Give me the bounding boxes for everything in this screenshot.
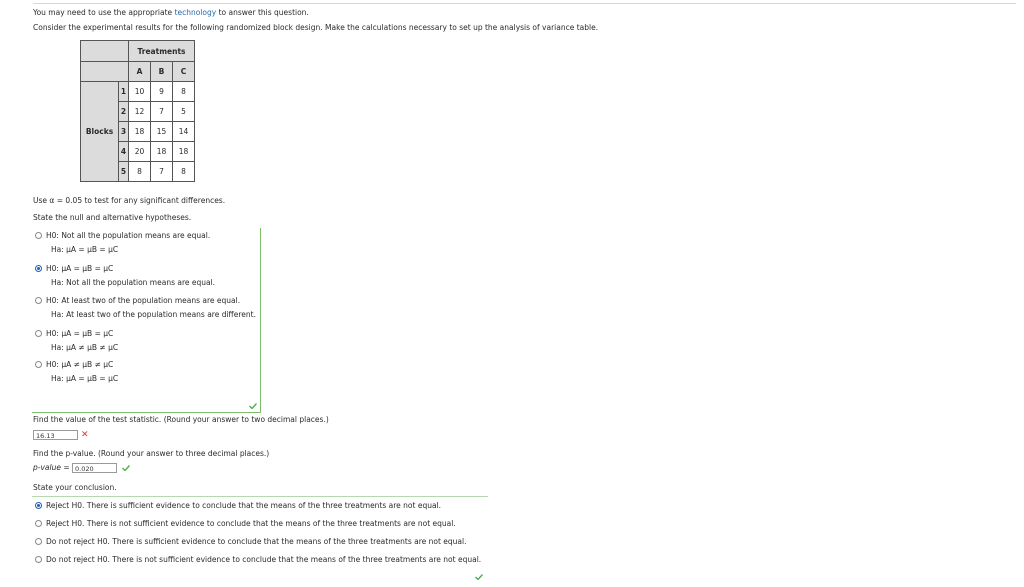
block-number: 5 bbox=[119, 162, 129, 182]
conclusion-radio-2[interactable] bbox=[35, 520, 42, 527]
hypothesis-5-h0: H0: μA ≠ μB ≠ μC bbox=[46, 360, 114, 369]
conclusion-radio-3[interactable] bbox=[35, 538, 42, 545]
table-cell: 15 bbox=[151, 122, 173, 142]
pvalue-input[interactable]: 0.020 bbox=[72, 463, 117, 473]
conclusion-option-3: Do not reject H0. There is sufficient evidence to conclude that the means of the three treatments are not equal. bbox=[46, 537, 467, 546]
table-corner bbox=[81, 41, 129, 62]
conclusion-correct-check-icon bbox=[475, 574, 483, 580]
table-cell: 18 bbox=[129, 122, 151, 142]
top-divider bbox=[33, 3, 1016, 4]
test-stat-input[interactable]: 16.13 bbox=[33, 430, 78, 440]
table-cell: 18 bbox=[173, 142, 195, 162]
conclusion-radio-4[interactable] bbox=[35, 556, 42, 563]
incorrect-x-icon: ✕ bbox=[81, 430, 89, 440]
col-header-b: B bbox=[151, 62, 173, 82]
technology-link[interactable]: technology bbox=[174, 8, 217, 17]
hypothesis-1-ha: Ha: μA = μB = μC bbox=[51, 245, 119, 254]
col-header-c: C bbox=[173, 62, 195, 82]
hypotheses-correct-check-icon bbox=[249, 403, 257, 409]
col-header-a: A bbox=[129, 62, 151, 82]
hypothesis-4-h0: H0: μA = μB = μC bbox=[46, 329, 114, 338]
question-text: Consider the experimental results for the following randomized block design. Make the calculations necessary to set up the analysis of variance table. bbox=[33, 23, 599, 32]
block-number: 2 bbox=[119, 102, 129, 122]
table-cell: 9 bbox=[151, 82, 173, 102]
conclusion-option-1: Reject H0. There is sufficient evidence to conclude that the means of the three treatments are not equal. bbox=[46, 501, 442, 510]
table-cell: 8 bbox=[173, 82, 195, 102]
block-number: 3 bbox=[119, 122, 129, 142]
table-cell: 7 bbox=[151, 162, 173, 182]
hypothesis-2-h0: H0: μA = μB = μC bbox=[46, 264, 114, 273]
intro-line bbox=[33, 8, 309, 18]
hypothesis-2-ha: Ha: Not all the population means are equal. bbox=[51, 278, 216, 287]
hypotheses-prompt: State the null and alternative hypotheses. bbox=[33, 213, 192, 222]
table-cell: 20 bbox=[129, 142, 151, 162]
table-cell: 8 bbox=[173, 162, 195, 182]
table-corner-2 bbox=[81, 62, 129, 82]
hypothesis-1-h0: H0: Not all the population means are equal. bbox=[46, 231, 211, 240]
hypothesis-4-ha: Ha: μA ≠ μB ≠ μC bbox=[51, 343, 119, 352]
hypothesis-radio-4[interactable] bbox=[35, 330, 42, 337]
hypothesis-radio-3[interactable] bbox=[35, 297, 42, 304]
table-cell: 12 bbox=[129, 102, 151, 122]
hypothesis-3-h0: H0: At least two of the population means are equal. bbox=[46, 296, 241, 305]
table-cell: 7 bbox=[151, 102, 173, 122]
conclusion-radio-1[interactable] bbox=[35, 502, 42, 509]
intro-prefix: You may need to use the appropriate bbox=[33, 8, 173, 17]
pvalue-label: p-value = bbox=[33, 463, 70, 472]
treatments-header: Treatments bbox=[129, 41, 195, 62]
pvalue-correct-check-icon bbox=[122, 465, 130, 471]
intro-suffix: to answer this question. bbox=[218, 8, 309, 17]
table-cell: 8 bbox=[129, 162, 151, 182]
table-cell: 18 bbox=[151, 142, 173, 162]
table-cell: 5 bbox=[173, 102, 195, 122]
hypothesis-radio-2[interactable] bbox=[35, 265, 42, 272]
hypothesis-3-ha: Ha: At least two of the population means are different. bbox=[51, 310, 256, 319]
conclusion-prompt: State your conclusion. bbox=[33, 483, 117, 492]
block-number: 1 bbox=[119, 82, 129, 102]
alpha-text: Use α = 0.05 to test for any significant differences. bbox=[33, 196, 226, 205]
conclusion-option-2: Reject H0. There is not sufficient evidence to conclude that the means of the three treatments are not equal. bbox=[46, 519, 456, 528]
table-cell: 10 bbox=[129, 82, 151, 102]
table-cell: 14 bbox=[173, 122, 195, 142]
blocks-header: Blocks bbox=[81, 82, 119, 182]
hypothesis-radio-5[interactable] bbox=[35, 361, 42, 368]
test-stat-prompt: Find the value of the test statistic. (Round your answer to two decimal places.) bbox=[33, 415, 329, 424]
block-design-table bbox=[80, 40, 195, 182]
pvalue-prompt: Find the p-value. (Round your answer to three decimal places.) bbox=[33, 449, 270, 458]
hypothesis-radio-1[interactable] bbox=[35, 232, 42, 239]
block-number: 4 bbox=[119, 142, 129, 162]
hypotheses-answer-box bbox=[32, 228, 261, 413]
hypothesis-5-ha: Ha: μA = μB = μC bbox=[51, 374, 119, 383]
conclusion-option-4: Do not reject H0. There is not sufficient evidence to conclude that the means of the three treatments are not equal. bbox=[46, 555, 482, 564]
